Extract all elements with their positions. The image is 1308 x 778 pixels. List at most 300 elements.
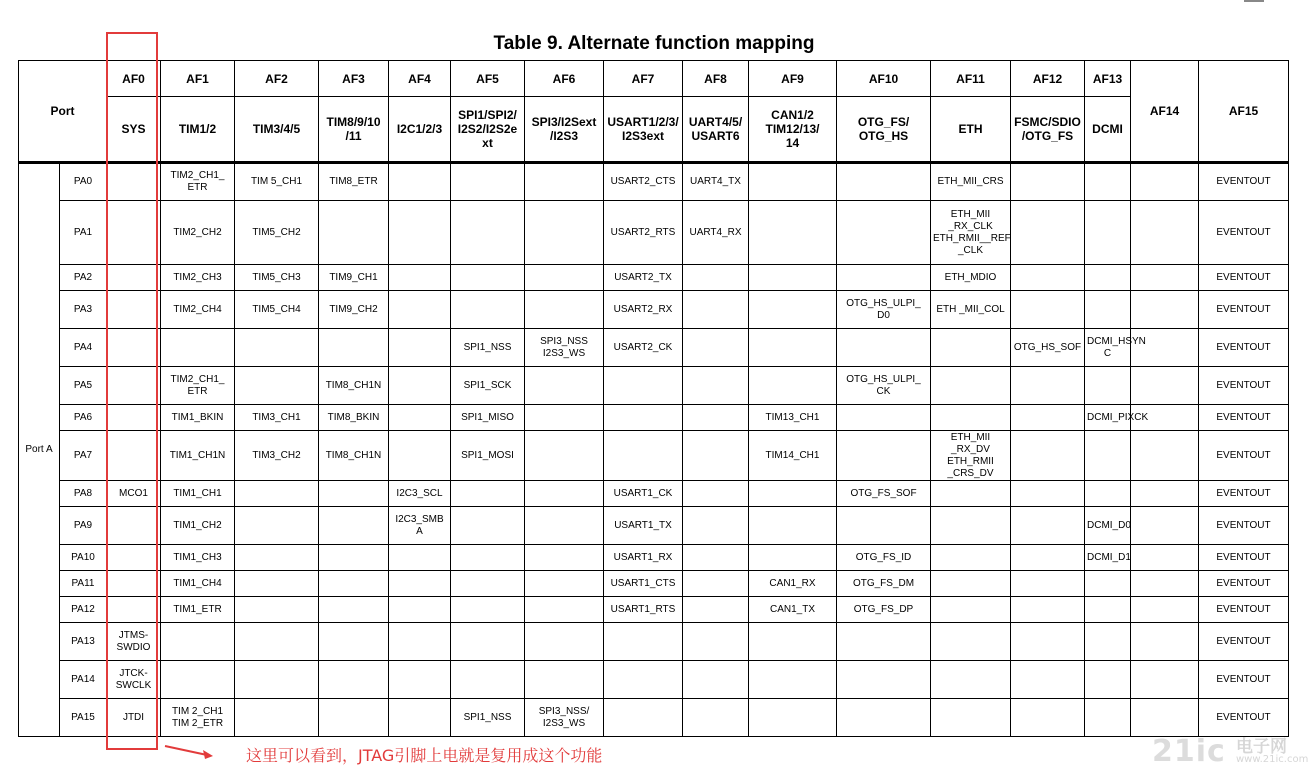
func-header-12: FSMC/SDIO /OTG_FS (1011, 97, 1085, 163)
table-cell: DCMI_D0 (1085, 507, 1131, 545)
table-cell: ETH_MII _RX_DV ETH_RMII _CRS_DV (931, 431, 1011, 481)
table-cell (1131, 163, 1199, 201)
table-cell (451, 545, 525, 571)
table-cell (837, 431, 931, 481)
table-cell: TIM13_CH1 (749, 405, 837, 431)
table-cell: TIM 2_CH1 TIM 2_ETR (161, 699, 235, 737)
table-cell: USART2_CK (604, 329, 683, 367)
table-title: Table 9. Alternate function mapping (493, 33, 815, 54)
table-cell (604, 405, 683, 431)
table-cell (525, 661, 604, 699)
table-cell: USART2_CTS (604, 163, 683, 201)
table-cell (1011, 699, 1085, 737)
watermark-url: www.21ic.com (1236, 754, 1308, 765)
table-cell (161, 623, 235, 661)
table-cell (319, 201, 389, 265)
pin-label: PA10 (60, 545, 107, 571)
table-cell (235, 623, 319, 661)
table-cell (837, 405, 931, 431)
table-cell (451, 571, 525, 597)
pin-label: PA6 (60, 405, 107, 431)
table-cell: SPI1_SCK (451, 367, 525, 405)
table-cell: EVENTOUT (1199, 163, 1289, 201)
table-cell (107, 201, 161, 265)
table-cell (389, 623, 451, 661)
table-cell: CAN1_TX (749, 597, 837, 623)
func-header-9: CAN1/2 TIM12/13/ 14 (749, 97, 837, 163)
table-cell (1085, 481, 1131, 507)
table-cell: TIM2_CH3 (161, 265, 235, 291)
pin-label: PA5 (60, 367, 107, 405)
annotation-text: 这里可以看到，JTAG引脚上电就是复用成这个功能 (246, 746, 603, 765)
table-cell (1131, 597, 1199, 623)
table-cell: DCMI_HSYN C (1085, 329, 1131, 367)
table-cell (161, 329, 235, 367)
table-cell (837, 661, 931, 699)
table-cell (931, 661, 1011, 699)
table-cell: OTG_FS_DM (837, 571, 931, 597)
table-cell: TIM5_CH3 (235, 265, 319, 291)
table-cell: OTG_FS_ID (837, 545, 931, 571)
table-cell (107, 291, 161, 329)
table-cell: TIM2_CH1_ ETR (161, 367, 235, 405)
table-cell: USART1_RX (604, 545, 683, 571)
table-cell (1085, 571, 1131, 597)
table-cell (1085, 367, 1131, 405)
table-cell: TIM1_CH4 (161, 571, 235, 597)
table-cell (683, 597, 749, 623)
af-header-8: AF8 (683, 61, 749, 97)
func-header-1: TIM1/2 (161, 97, 235, 163)
table-cell (1085, 623, 1131, 661)
table-cell (389, 597, 451, 623)
func-header-11: ETH (931, 97, 1011, 163)
table-cell (604, 699, 683, 737)
table-cell (525, 291, 604, 329)
pin-label: PA9 (60, 507, 107, 545)
table-cell (451, 623, 525, 661)
table-cell (319, 481, 389, 507)
pin-label: PA15 (60, 699, 107, 737)
func-header-0: SYS (107, 97, 161, 163)
func-header-4: I2C1/2/3 (389, 97, 451, 163)
table-cell (749, 329, 837, 367)
func-header-5: SPI1/SPI2/ I2S2/I2S2e xt (451, 97, 525, 163)
table-cell (683, 623, 749, 661)
table-cell (1011, 265, 1085, 291)
table-cell (1011, 201, 1085, 265)
table-cell: EVENTOUT (1199, 405, 1289, 431)
table-row (19, 367, 1289, 405)
table-cell (1011, 431, 1085, 481)
pin-label: PA11 (60, 571, 107, 597)
table-cell (319, 329, 389, 367)
af-header-4: AF4 (389, 61, 451, 97)
pin-label: PA1 (60, 201, 107, 265)
table-cell (525, 431, 604, 481)
table-cell (1131, 661, 1199, 699)
table-cell: TIM2_CH4 (161, 291, 235, 329)
table-cell (525, 481, 604, 507)
table-cell (1011, 571, 1085, 597)
table-cell (451, 265, 525, 291)
table-cell (1085, 291, 1131, 329)
table-cell (107, 405, 161, 431)
table-cell (931, 571, 1011, 597)
table-cell (683, 291, 749, 329)
table-row (19, 699, 1289, 737)
table-cell (749, 265, 837, 291)
af-header-2: AF2 (235, 61, 319, 97)
arrow-icon (163, 742, 215, 762)
table-cell (931, 597, 1011, 623)
table-cell: TIM1_CH3 (161, 545, 235, 571)
pin-label: PA0 (60, 163, 107, 201)
table-cell: OTG_FS_DP (837, 597, 931, 623)
table-cell (1011, 405, 1085, 431)
table-cell: EVENTOUT (1199, 329, 1289, 367)
table-cell (749, 623, 837, 661)
table-cell (319, 545, 389, 571)
port-header: Port (19, 61, 107, 163)
af-header-6: AF6 (525, 61, 604, 97)
table-cell (451, 597, 525, 623)
af-header-9: AF9 (749, 61, 837, 97)
table-cell: EVENTOUT (1199, 623, 1289, 661)
table-cell (749, 367, 837, 405)
af-header-10: AF10 (837, 61, 931, 97)
table-cell: OTG_HS_ULPI_ D0 (837, 291, 931, 329)
af-header-0: AF0 (107, 61, 161, 97)
table-cell: ETH_MDIO (931, 265, 1011, 291)
table-cell (389, 163, 451, 201)
table-cell (837, 265, 931, 291)
table-cell: TIM3_CH2 (235, 431, 319, 481)
table-cell (604, 623, 683, 661)
table-cell (1131, 265, 1199, 291)
table-cell: UART4_TX (683, 163, 749, 201)
table-cell (389, 571, 451, 597)
table-cell (683, 661, 749, 699)
af-header-12: AF12 (1011, 61, 1085, 97)
table-cell: OTG_FS_SOF (837, 481, 931, 507)
table-cell: EVENTOUT (1199, 265, 1289, 291)
table-cell (1131, 431, 1199, 481)
table-cell (683, 367, 749, 405)
table-row (19, 431, 1289, 481)
alternate-function-table (18, 60, 1289, 737)
table-row (19, 481, 1289, 507)
table-cell (1131, 545, 1199, 571)
table-cell (1085, 265, 1131, 291)
table-cell (235, 571, 319, 597)
table-cell (389, 661, 451, 699)
table-cell (1131, 291, 1199, 329)
table-cell (1011, 163, 1085, 201)
table-cell (107, 329, 161, 367)
table-cell (1085, 661, 1131, 699)
table-cell: TIM1_CH1 (161, 481, 235, 507)
table-cell (525, 623, 604, 661)
table-cell (1131, 481, 1199, 507)
table-cell (749, 545, 837, 571)
table-cell (837, 201, 931, 265)
table-cell: DCMI_PIXCK (1085, 405, 1131, 431)
table-cell (1011, 545, 1085, 571)
table-row (19, 571, 1289, 597)
table-cell (525, 201, 604, 265)
table-cell: ETH_MII_CRS (931, 163, 1011, 201)
table-cell: EVENTOUT (1199, 545, 1289, 571)
table-cell: TIM2_CH1_ ETR (161, 163, 235, 201)
table-cell: EVENTOUT (1199, 571, 1289, 597)
af-header-5: AF5 (451, 61, 525, 97)
table-cell: DCMI_D1 (1085, 545, 1131, 571)
table-cell: I2C3_SMB A (389, 507, 451, 545)
table-cell: OTG_HS_SOF (1011, 329, 1085, 367)
table-cell (749, 699, 837, 737)
table-cell: EVENTOUT (1199, 431, 1289, 481)
table-cell (837, 329, 931, 367)
table-cell (1085, 699, 1131, 737)
table-row (19, 545, 1289, 571)
table-cell: USART1_CTS (604, 571, 683, 597)
table-cell (749, 201, 837, 265)
watermark-logo: 21ic (1152, 734, 1226, 769)
table-cell (451, 481, 525, 507)
pin-label: PA2 (60, 265, 107, 291)
table-row (19, 329, 1289, 367)
table-cell (319, 507, 389, 545)
table-cell: CAN1_RX (749, 571, 837, 597)
table-cell: TIM5_CH4 (235, 291, 319, 329)
table-cell: TIM1_CH2 (161, 507, 235, 545)
table-cell (525, 545, 604, 571)
table-cell (837, 163, 931, 201)
table-cell (107, 545, 161, 571)
pin-label: PA12 (60, 597, 107, 623)
table-cell: TIM1_CH1N (161, 431, 235, 481)
table-cell (683, 545, 749, 571)
table-cell (1131, 623, 1199, 661)
table-row (19, 507, 1289, 545)
table-cell: TIM8_BKIN (319, 405, 389, 431)
table-row (19, 405, 1289, 431)
af-header-1: AF1 (161, 61, 235, 97)
func-header-3: TIM8/9/10 /11 (319, 97, 389, 163)
table-cell (107, 265, 161, 291)
table-cell (319, 571, 389, 597)
table-cell: TIM14_CH1 (749, 431, 837, 481)
table-cell (1131, 507, 1199, 545)
table-cell: USART2_TX (604, 265, 683, 291)
table-cell (604, 367, 683, 405)
af-header-14: AF14 (1131, 61, 1199, 163)
table-cell (931, 405, 1011, 431)
table-cell (1131, 571, 1199, 597)
table-cell (749, 661, 837, 699)
table-cell: UART4_RX (683, 201, 749, 265)
table-cell: MCO1 (107, 481, 161, 507)
table-cell (451, 163, 525, 201)
table-cell (525, 507, 604, 545)
table-cell (319, 597, 389, 623)
func-header-10: OTG_FS/ OTG_HS (837, 97, 931, 163)
table-cell (389, 329, 451, 367)
table-cell: EVENTOUT (1199, 699, 1289, 737)
table-cell (451, 201, 525, 265)
table-cell (837, 507, 931, 545)
table-cell (1085, 431, 1131, 481)
table-cell (525, 597, 604, 623)
table-cell: SPI3_NSS/ I2S3_WS (525, 699, 604, 737)
table-cell: EVENTOUT (1199, 661, 1289, 699)
table-cell (525, 405, 604, 431)
pin-label: PA7 (60, 431, 107, 481)
table-cell (604, 431, 683, 481)
table-cell (1131, 367, 1199, 405)
table-cell: TIM9_CH1 (319, 265, 389, 291)
table-cell (1011, 623, 1085, 661)
table-cell: USART2_RTS (604, 201, 683, 265)
table-row (19, 597, 1289, 623)
table-cell (1011, 507, 1085, 545)
table-cell: TIM1_ETR (161, 597, 235, 623)
table-cell: TIM3_CH1 (235, 405, 319, 431)
pin-label: PA14 (60, 661, 107, 699)
table-cell (525, 163, 604, 201)
table-cell (1011, 291, 1085, 329)
table-cell: ETH_MII _RX_CLK ETH_RMII__REF _CLK (931, 201, 1011, 265)
table-cell: TIM5_CH2 (235, 201, 319, 265)
table-cell: SPI1_NSS (451, 699, 525, 737)
table-cell: USART1_CK (604, 481, 683, 507)
table-cell: USART1_RTS (604, 597, 683, 623)
table-row (19, 265, 1289, 291)
table-cell (235, 597, 319, 623)
table-cell (1131, 329, 1199, 367)
table-cell (235, 481, 319, 507)
table-cell (319, 623, 389, 661)
table-cell (107, 571, 161, 597)
table-cell (107, 597, 161, 623)
table-cell (525, 265, 604, 291)
table-cell (319, 699, 389, 737)
table-row (19, 661, 1289, 699)
af-header-13: AF13 (1085, 61, 1131, 97)
table-cell (749, 291, 837, 329)
table-cell (235, 699, 319, 737)
af-header-15: AF15 (1199, 61, 1289, 163)
table-cell (389, 699, 451, 737)
table-row (19, 163, 1289, 201)
table-cell (749, 163, 837, 201)
table-cell (1011, 597, 1085, 623)
table-cell: EVENTOUT (1199, 507, 1289, 545)
table-cell: EVENTOUT (1199, 597, 1289, 623)
func-header-8: UART4/5/ USART6 (683, 97, 749, 163)
table-cell (931, 329, 1011, 367)
table-cell (931, 699, 1011, 737)
func-header-7: USART1/2/3/ I2S3ext (604, 97, 683, 163)
table-cell: TIM1_BKIN (161, 405, 235, 431)
table-cell (107, 507, 161, 545)
table-cell (161, 661, 235, 699)
af-header-3: AF3 (319, 61, 389, 97)
table-cell (1011, 481, 1085, 507)
func-header-2: TIM3/4/5 (235, 97, 319, 163)
table-cell (107, 431, 161, 481)
table-cell: TIM9_CH2 (319, 291, 389, 329)
table-cell (1085, 597, 1131, 623)
table-cell (389, 201, 451, 265)
table-cell (235, 329, 319, 367)
table-cell (683, 507, 749, 545)
table-cell: SPI1_NSS (451, 329, 525, 367)
table-cell (107, 163, 161, 201)
table-row (19, 291, 1289, 329)
table-cell: OTG_HS_ULPI_ CK (837, 367, 931, 405)
table-cell: TIM 5_CH1 (235, 163, 319, 201)
table-cell (389, 265, 451, 291)
table-cell (389, 431, 451, 481)
pin-label: PA4 (60, 329, 107, 367)
table-cell: TIM8_ETR (319, 163, 389, 201)
pin-label: PA13 (60, 623, 107, 661)
table-cell: USART2_RX (604, 291, 683, 329)
table-cell (683, 265, 749, 291)
af-header-7: AF7 (604, 61, 683, 97)
table-cell: TIM2_CH2 (161, 201, 235, 265)
watermark (1152, 730, 1308, 774)
table-cell: JTMS- SWDIO (107, 623, 161, 661)
table-cell (1011, 661, 1085, 699)
table-cell (235, 661, 319, 699)
pin-label: PA3 (60, 291, 107, 329)
table-cell (1011, 367, 1085, 405)
table-cell (683, 431, 749, 481)
table-cell (1085, 163, 1131, 201)
window-dash (1244, 0, 1264, 2)
table-cell (931, 481, 1011, 507)
table-cell (837, 623, 931, 661)
table-cell: JTCK- SWCLK (107, 661, 161, 699)
table-cell (389, 291, 451, 329)
table-cell (451, 291, 525, 329)
table-cell (235, 507, 319, 545)
table-cell (1131, 201, 1199, 265)
table-cell: EVENTOUT (1199, 201, 1289, 265)
table-cell (683, 699, 749, 737)
table-cell (683, 481, 749, 507)
table-cell (749, 481, 837, 507)
table-cell: JTDI (107, 699, 161, 737)
table-cell (931, 507, 1011, 545)
table-cell: SPI1_MISO (451, 405, 525, 431)
table-cell: USART1_TX (604, 507, 683, 545)
table-cell: TIM8_CH1N (319, 367, 389, 405)
watermark-cn: 电子网 (1236, 737, 1287, 757)
table-cell (931, 623, 1011, 661)
table-cell (683, 405, 749, 431)
table-cell (931, 367, 1011, 405)
table-cell: ETH _MII_COL (931, 291, 1011, 329)
table-cell (235, 367, 319, 405)
table-cell (389, 367, 451, 405)
table-cell: I2C3_SCL (389, 481, 451, 507)
table-cell (683, 571, 749, 597)
table-cell (749, 507, 837, 545)
